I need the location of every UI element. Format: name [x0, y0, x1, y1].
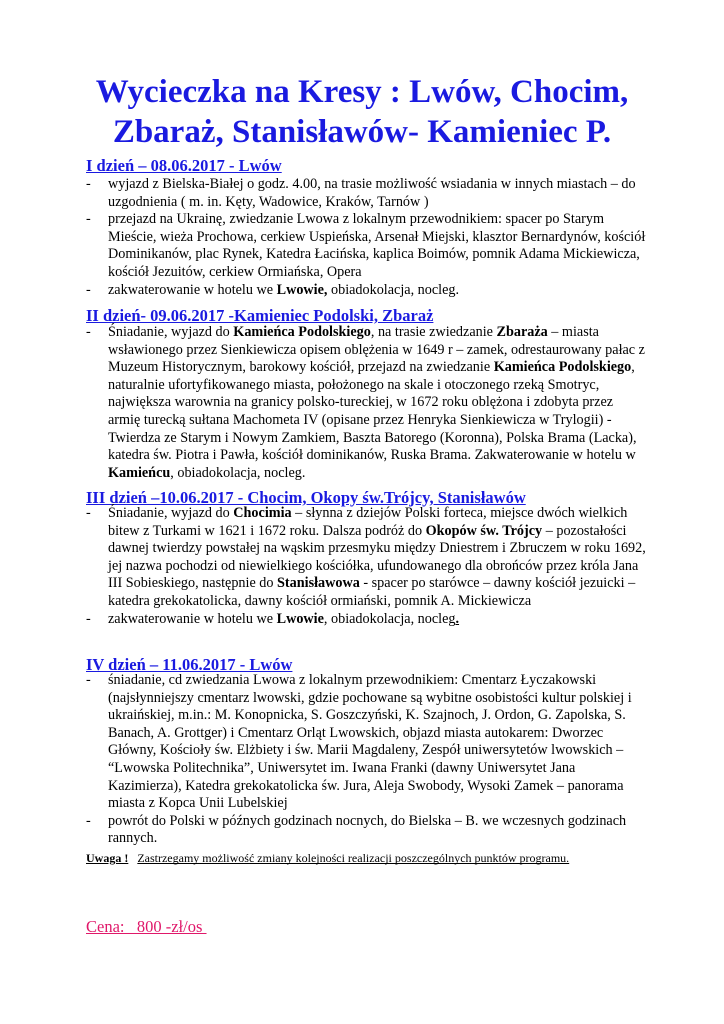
bold-text: Lwowie, [276, 281, 328, 298]
list-item [86, 211, 646, 281]
bullet-dash: - [86, 610, 91, 627]
item-text: , obiadokolacja, nocleg [323, 610, 456, 627]
item-text: Śniadanie, wyjazd do [108, 324, 234, 340]
note [86, 850, 569, 866]
list-item [86, 282, 646, 300]
bullet-dash: - [86, 176, 91, 192]
day-3-list [86, 505, 646, 628]
bold-text: . [455, 610, 460, 627]
list-item [86, 813, 646, 848]
bold-text: Stanisławowa [277, 575, 360, 592]
list-item [86, 324, 646, 482]
bold-text: Kamieńca Podolskiego [493, 359, 632, 376]
page-title [0, 72, 724, 152]
item-text: zakwaterowanie w hotelu we [108, 610, 277, 627]
note-text: Zastrzegamy możliwość zmiany kolejności realizacji poszczególnych punktów programu. [137, 851, 570, 865]
day-4-list [86, 672, 646, 848]
day-1-heading: I dzień – 08.06.2017 - Lwów [86, 156, 282, 175]
list-item [86, 505, 646, 611]
bullet-dash: - [86, 812, 91, 829]
list-item [86, 176, 646, 211]
bold-text: Kamieńcu [108, 464, 171, 481]
title-line-2: Zbaraż, Stanisławów- Kamieniec P. [112, 114, 612, 150]
day-1-list [86, 176, 646, 299]
item-text: - spacer po starówce – dawny kościół jezuicki – katedra grekokatolicka, dawny kościół ormiański, pomnik A. Mickiewicza [108, 575, 636, 609]
day-2-list [86, 324, 646, 482]
item-text: powrót do Polski w późnych godzinach nocnych, do Bielska – B. we wczesnych godzinach rannych. [108, 812, 627, 847]
item-text: wyjazd z Bielska-Białej o godz. 4.00, na trasie możliwość wsiadania w innych miastach – do uzgodnienia ( m. in. Kęty, Wadowice, Kraków, Tarnów ) [108, 176, 636, 210]
bullet-dash: - [86, 211, 91, 228]
bold-text: Kamieńca Podolskiego [233, 324, 371, 340]
day-2-heading: II dzień- 09.06.2017 -Kamieniec Podolski, Zbaraż [86, 306, 434, 325]
note-label: Uwaga ! [86, 851, 129, 865]
item-text: – pozostałości dawnej twierdzy powstałej na wąskim przesmyku między Dniestrem i Zbruczem w roku 1692, jej nazwa pochodzi od niewielkiego kościółka, ufundowanego dla obrońców przez króla Jana III Sobieskiego, następnie do [108, 522, 646, 592]
bullet-dash: - [86, 324, 91, 340]
bold-text: Okopów św. Trójcy [425, 522, 543, 539]
item-text: przejazd na Ukrainę, zwiedzanie Lwowa z lokalnym przewodnikiem: spacer po Starym Mieście, wieża Prochowa, cerkiew Uspieńska, Arsenał Miejski, klasztor Bernardynów, kościół Dominikanów, plac Rynek, Katedra Łacińska, kaplica Boimów, pomnik Adama Mickiewicza, kościół Jezuitów, cerkiew Ormiańska, Opera [108, 211, 646, 280]
list-item [86, 611, 646, 629]
list-item [86, 672, 646, 813]
item-text: zakwaterowanie w hotelu we [108, 281, 277, 298]
bold-text: Chocimia [233, 505, 292, 521]
bullet-dash: - [86, 672, 91, 688]
bold-text: Lwowie [276, 610, 324, 627]
item-text: – słynna z dziejów Polski forteca, miejsce dwóch wielkich bitew z Turkami w 1621 i 1672 roku. Dalsza podróż do [108, 505, 628, 539]
item-text: – miasta wsławionego przez Sienkiewicza opisem oblężenia w 1649 r – zamek, odrestaurowany pałac z Muzeum Historycznym, barokowy kościół, przejazd na zwiedzanie [108, 324, 645, 376]
item-text: śniadanie, cd zwiedzania Lwowa z lokalnym przewodnikiem: Cmentarz Łyczakowski (najsłynniejszy cmentarz lwowski, gdzie pochowane są wybitne osobistości kultur polskiej i ukraińskiej, m.in.: M. Konopnicka, S. Goszczyński, K. Szajnoch, J. Ordon, G. Zapolska, S. Banach, A. Grottger) i Cmentarz Orląt Lwowskich, objazd miasta autokarem: Dworzec Główny, Kościoły św. Elżbiety i św. Marii Magdaleny, Zespół uniwersytetów lwowskich – “Lwowska Politechnika”, Uniwersytet im. Iwana Franki (dawny Uniwersytet Jana Kazimierza), Katedra grekokatolicka św. Jura, Aleja Swobody, Wysoki Zamek – panorama miasta z Kopca Unii Lubelskiej [108, 672, 632, 812]
item-text: obiadokolacja, nocleg. [327, 281, 460, 298]
item-text: , obiadokolacja, nocleg. [170, 464, 306, 481]
item-text: Śniadanie, wyjazd do [108, 505, 234, 521]
item-text: , na trasie zwiedzanie [370, 324, 497, 340]
bullet-dash: - [86, 281, 91, 298]
price: Cena: 800 -zł/os [86, 917, 207, 936]
day-4-heading: IV dzień – 11.06.2017 - Lwów [86, 655, 293, 674]
title-line-1: Wycieczka na Kresy : Lwów, Chocim, [95, 74, 629, 110]
day-3-heading: III dzień –10.06.2017 - Chocim, Okopy św.Trójcy, Stanisławów [86, 488, 526, 507]
item-text: , naturalnie ufortyfikowanego miasta, położonego na skale i otoczonego rzeką Smotryc, największa warownia na granicy polsko-tureckiej, w 1672 roku oblężona i zdobyta przez armię turecką sułtana Machometa IV (opisane przez Henryka Sienkiewicza w Trylogii) - Twierdza ze Starym i Nowym Zamkiem, Baszta Batorego (Koronna), Polska Brama (Lacka), katedra św. Piotra i Pawła, kościół dominikanów, Ruska Brama. Zakwaterowanie w hotelu w [108, 359, 637, 464]
bullet-dash: - [86, 505, 91, 521]
bold-text: Zbaraża [496, 324, 548, 340]
